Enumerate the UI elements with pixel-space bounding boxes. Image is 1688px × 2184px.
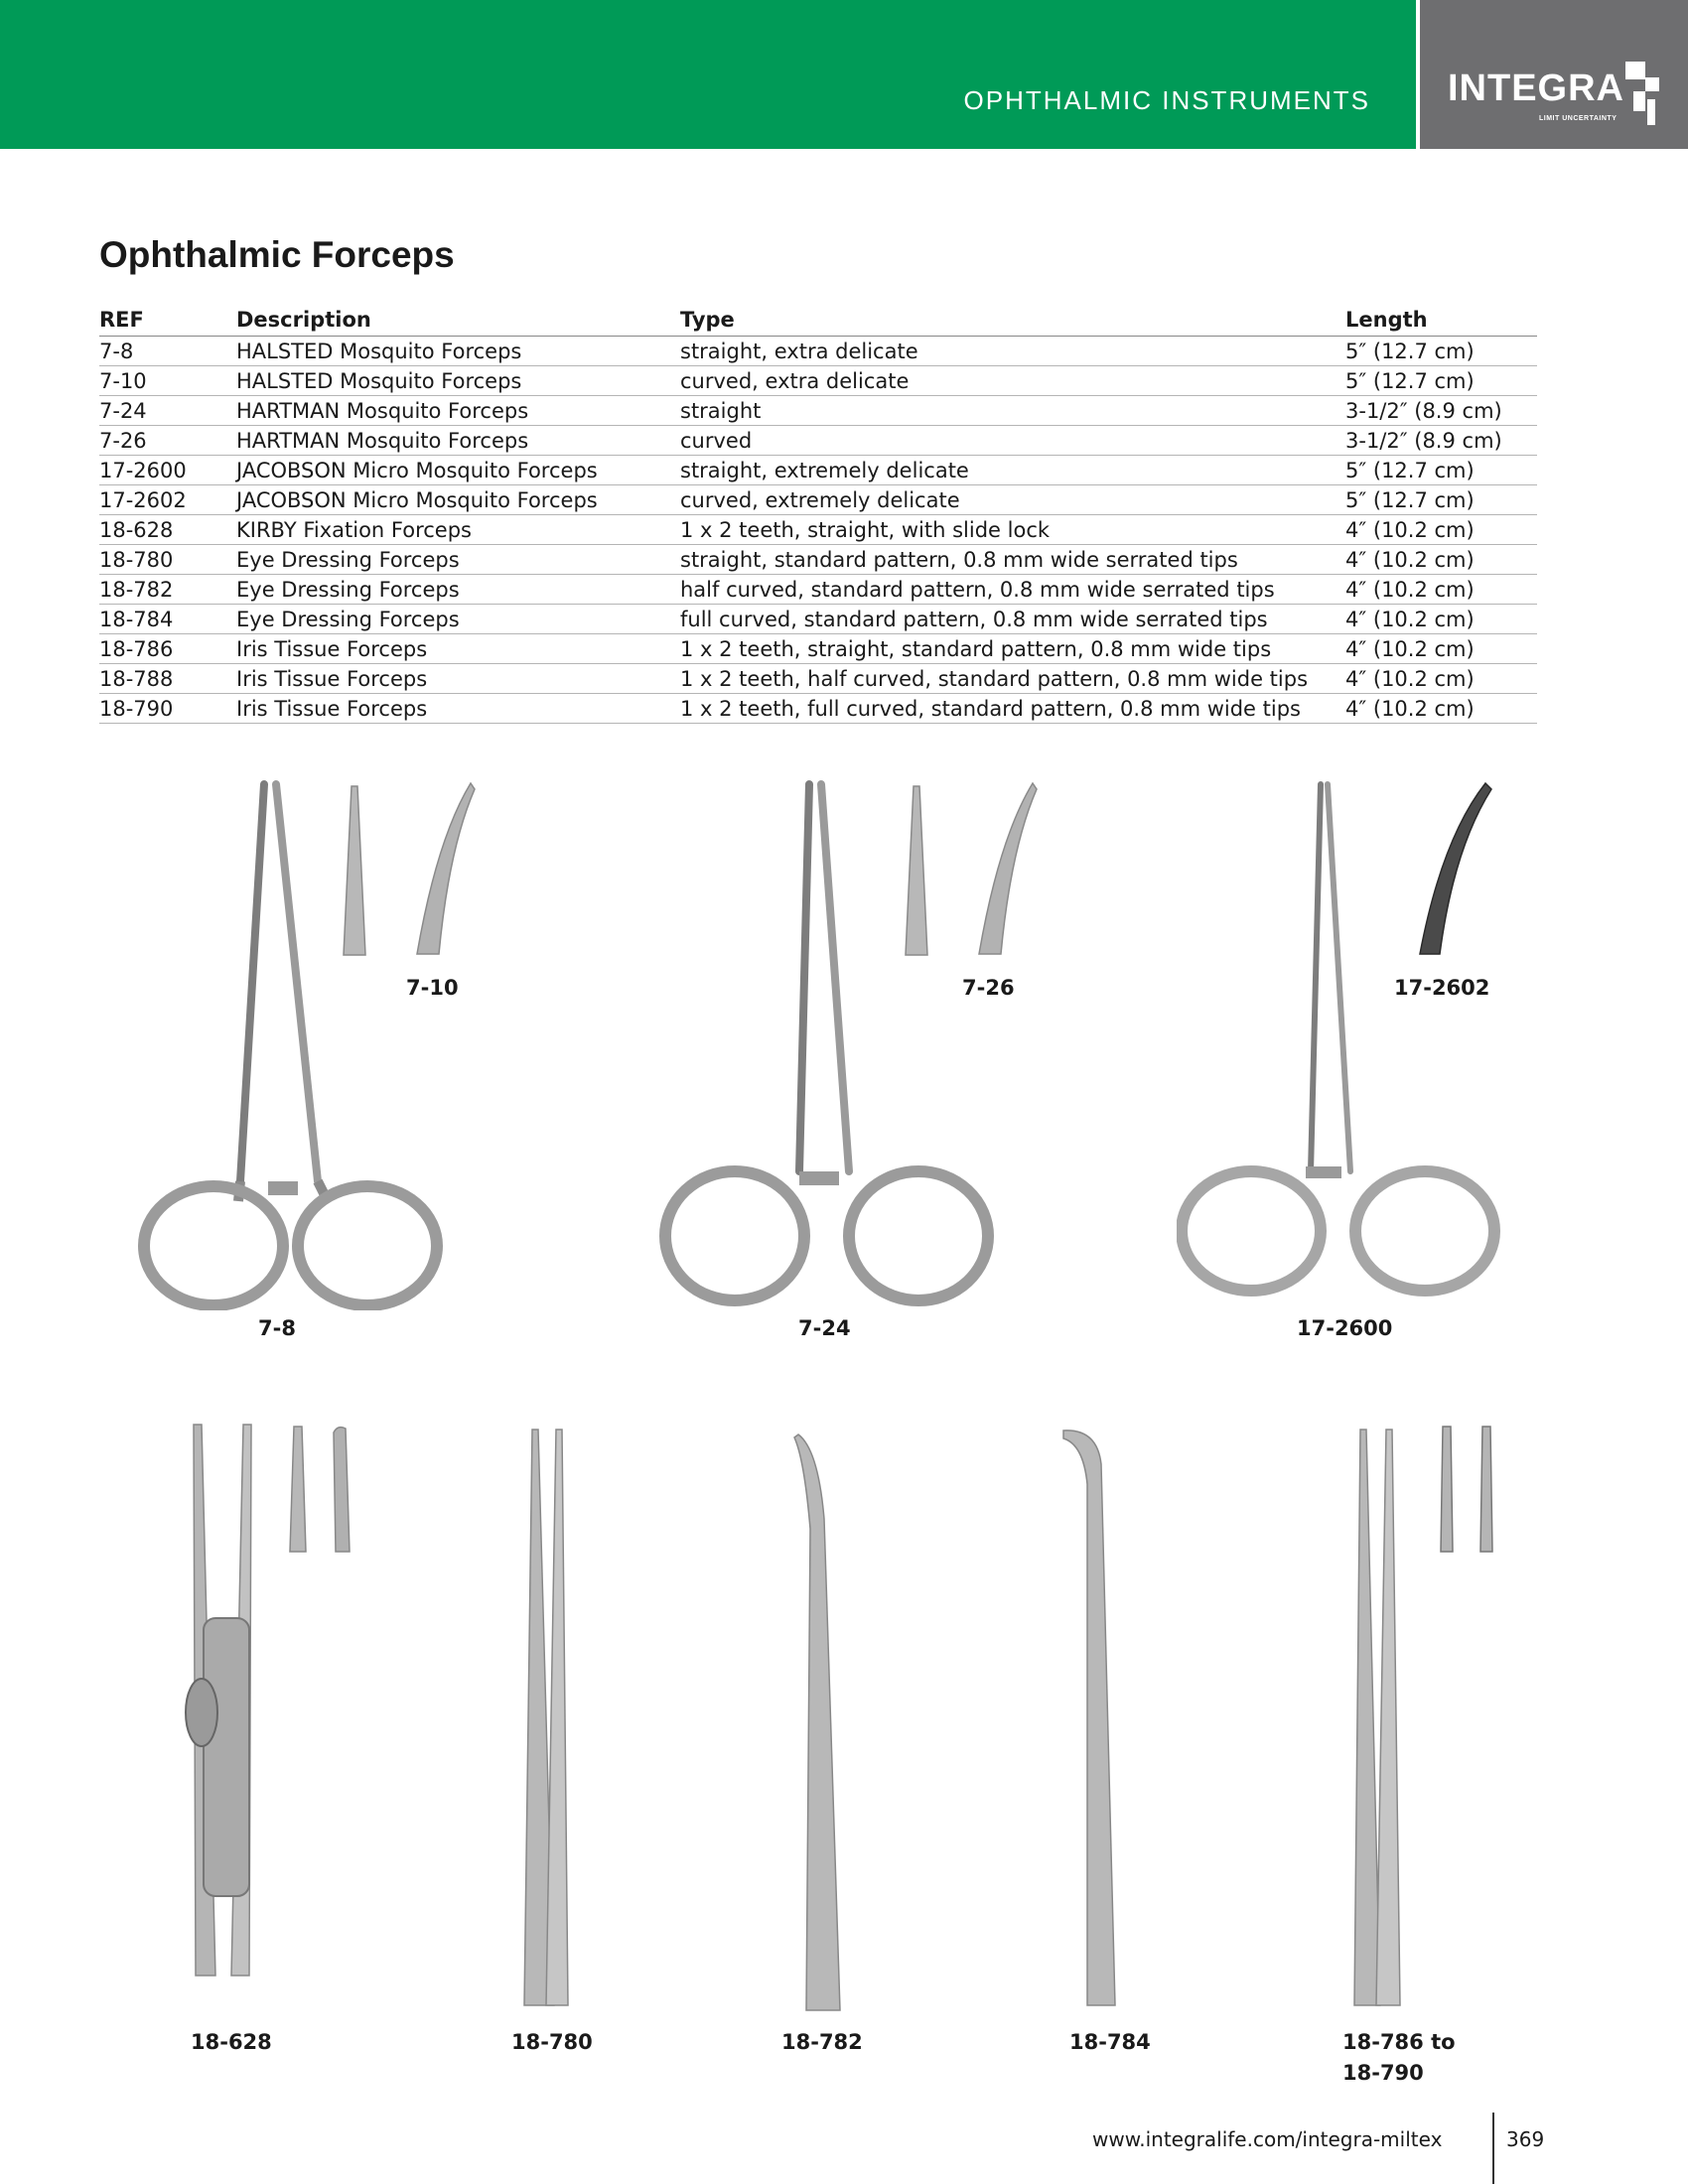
cell-length: 4″ (10.2 cm)	[1345, 605, 1537, 634]
header-band	[0, 0, 1416, 149]
figure-label-7-8: 7-8	[258, 1316, 296, 1340]
tip-18-628-straight-image	[286, 1425, 310, 1554]
cell-length: 4″ (10.2 cm)	[1345, 634, 1537, 664]
cell-description: Iris Tissue Forceps	[236, 694, 680, 724]
figure-label-18-784: 18-784	[1069, 2030, 1151, 2054]
figure-label-7-24: 7-24	[798, 1316, 851, 1340]
table-row	[99, 396, 1537, 426]
cell-ref: 7-26	[99, 426, 236, 456]
cell-type: 1 x 2 teeth, straight, with slide lock	[680, 515, 1345, 545]
table-row	[99, 485, 1537, 515]
forceps-18-628-image	[174, 1420, 273, 2015]
figure-label-17-2602: 17-2602	[1394, 976, 1490, 1000]
table-row	[99, 634, 1537, 664]
tip-18-790-straight-image	[1477, 1425, 1496, 1554]
tip-7-8-straight-image	[340, 784, 369, 958]
cell-length: 5″ (12.7 cm)	[1345, 337, 1537, 366]
cell-length: 4″ (10.2 cm)	[1345, 664, 1537, 694]
cell-type: 1 x 2 teeth, full curved, standard pattern, 0.8 mm wide tips	[680, 694, 1345, 724]
cell-type: straight	[680, 396, 1345, 426]
figure-label-18-782: 18-782	[781, 2030, 863, 2054]
header-ref: REF	[99, 306, 236, 337]
cell-description: KIRBY Fixation Forceps	[236, 515, 680, 545]
logo-wordmark: INTEGRA	[1448, 68, 1624, 109]
cell-length: 4″ (10.2 cm)	[1345, 545, 1537, 575]
cell-ref: 17-2602	[99, 485, 236, 515]
tip-7-24-straight-image	[902, 784, 931, 958]
cell-type: full curved, standard pattern, 0.8 mm wide serrated tips	[680, 605, 1345, 634]
header-length: Length	[1345, 306, 1537, 337]
tip-18-628-hooked-image	[328, 1425, 357, 1554]
table-row	[99, 575, 1537, 605]
product-table	[99, 306, 1537, 724]
cell-description: Iris Tissue Forceps	[236, 664, 680, 694]
table-row	[99, 337, 1537, 366]
cell-description: Eye Dressing Forceps	[236, 545, 680, 575]
cell-ref: 18-782	[99, 575, 236, 605]
figure-label-18-628: 18-628	[191, 2030, 272, 2054]
cell-ref: 7-24	[99, 396, 236, 426]
cell-ref: 17-2600	[99, 456, 236, 485]
tip-7-10-curved-image	[409, 779, 479, 958]
cell-description: HARTMAN Mosquito Forceps	[236, 426, 680, 456]
figure-label-17-2600: 17-2600	[1297, 1316, 1393, 1340]
cell-ref: 18-790	[99, 694, 236, 724]
forceps-18-784-image	[1057, 1425, 1147, 2010]
logo-mark-icon	[1623, 60, 1663, 129]
cell-type: straight, standard pattern, 0.8 mm wide serrated tips	[680, 545, 1345, 575]
cell-length: 4″ (10.2 cm)	[1345, 694, 1537, 724]
cell-description: HARTMAN Mosquito Forceps	[236, 396, 680, 426]
table-row	[99, 605, 1537, 634]
cell-type: curved, extremely delicate	[680, 485, 1345, 515]
table-row	[99, 515, 1537, 545]
forceps-18-780-image	[506, 1425, 586, 2010]
cell-type: 1 x 2 teeth, half curved, standard pattern, 0.8 mm wide tips	[680, 664, 1345, 694]
footer-url: www.integralife.com/integra-miltex	[1092, 2127, 1443, 2151]
forceps-7-8-image	[119, 774, 457, 1310]
table-row	[99, 456, 1537, 485]
table-row	[99, 664, 1537, 694]
cell-type: straight, extremely delicate	[680, 456, 1345, 485]
table-header-row	[99, 306, 1537, 337]
figure-label-7-10: 7-10	[406, 976, 459, 1000]
tip-18-788-straight-image	[1437, 1425, 1457, 1554]
cell-ref: 18-784	[99, 605, 236, 634]
page-number: 369	[1506, 2127, 1545, 2151]
forceps-18-782-image	[784, 1430, 864, 2015]
forceps-18-786-image	[1340, 1425, 1420, 2010]
cell-description: JACOBSON Micro Mosquito Forceps	[236, 456, 680, 485]
figure-label-18-790: 18-790	[1342, 2061, 1424, 2085]
table-row	[99, 545, 1537, 575]
table-row	[99, 694, 1537, 724]
figure-label-18-780: 18-780	[511, 2030, 593, 2054]
cell-ref: 18-628	[99, 515, 236, 545]
cell-length: 5″ (12.7 cm)	[1345, 485, 1537, 515]
cell-ref: 18-786	[99, 634, 236, 664]
cell-length: 3-1/2″ (8.9 cm)	[1345, 396, 1537, 426]
cell-description: Eye Dressing Forceps	[236, 575, 680, 605]
cell-description: HALSTED Mosquito Forceps	[236, 366, 680, 396]
cell-description: HALSTED Mosquito Forceps	[236, 337, 680, 366]
header-type: Type	[680, 306, 1345, 337]
cell-length: 5″ (12.7 cm)	[1345, 456, 1537, 485]
section-title: OPHTHALMIC INSTRUMENTS	[963, 85, 1370, 115]
cell-length: 3-1/2″ (8.9 cm)	[1345, 426, 1537, 456]
cell-description: Eye Dressing Forceps	[236, 605, 680, 634]
cell-ref: 7-10	[99, 366, 236, 396]
cell-type: curved	[680, 426, 1345, 456]
cell-type: straight, extra delicate	[680, 337, 1345, 366]
logo-tagline: LIMIT UNCERTAINTY	[1539, 115, 1618, 122]
table-row	[99, 426, 1537, 456]
figure-label-7-26: 7-26	[962, 976, 1015, 1000]
cell-length: 4″ (10.2 cm)	[1345, 575, 1537, 605]
footer-divider	[1492, 2113, 1494, 2184]
cell-length: 4″ (10.2 cm)	[1345, 515, 1537, 545]
logo-panel	[1420, 0, 1688, 149]
cell-type: half curved, standard pattern, 0.8 mm wide serrated tips	[680, 575, 1345, 605]
cell-ref: 7-8	[99, 337, 236, 366]
figure-label-18-786-to: 18-786 to	[1342, 2030, 1456, 2054]
header-description: Description	[236, 306, 680, 337]
tip-7-26-curved-image	[971, 779, 1041, 958]
page-title: Ophthalmic Forceps	[99, 234, 455, 275]
cell-description: JACOBSON Micro Mosquito Forceps	[236, 485, 680, 515]
cell-ref: 18-788	[99, 664, 236, 694]
table-row	[99, 366, 1537, 396]
cell-length: 5″ (12.7 cm)	[1345, 366, 1537, 396]
forceps-7-24-image	[650, 774, 1008, 1310]
tip-17-2602-curved-image	[1408, 779, 1497, 958]
cell-type: curved, extra delicate	[680, 366, 1345, 396]
cell-type: 1 x 2 teeth, straight, standard pattern, 0.8 mm wide tips	[680, 634, 1345, 664]
cell-ref: 18-780	[99, 545, 236, 575]
cell-description: Iris Tissue Forceps	[236, 634, 680, 664]
table-body	[99, 337, 1537, 724]
